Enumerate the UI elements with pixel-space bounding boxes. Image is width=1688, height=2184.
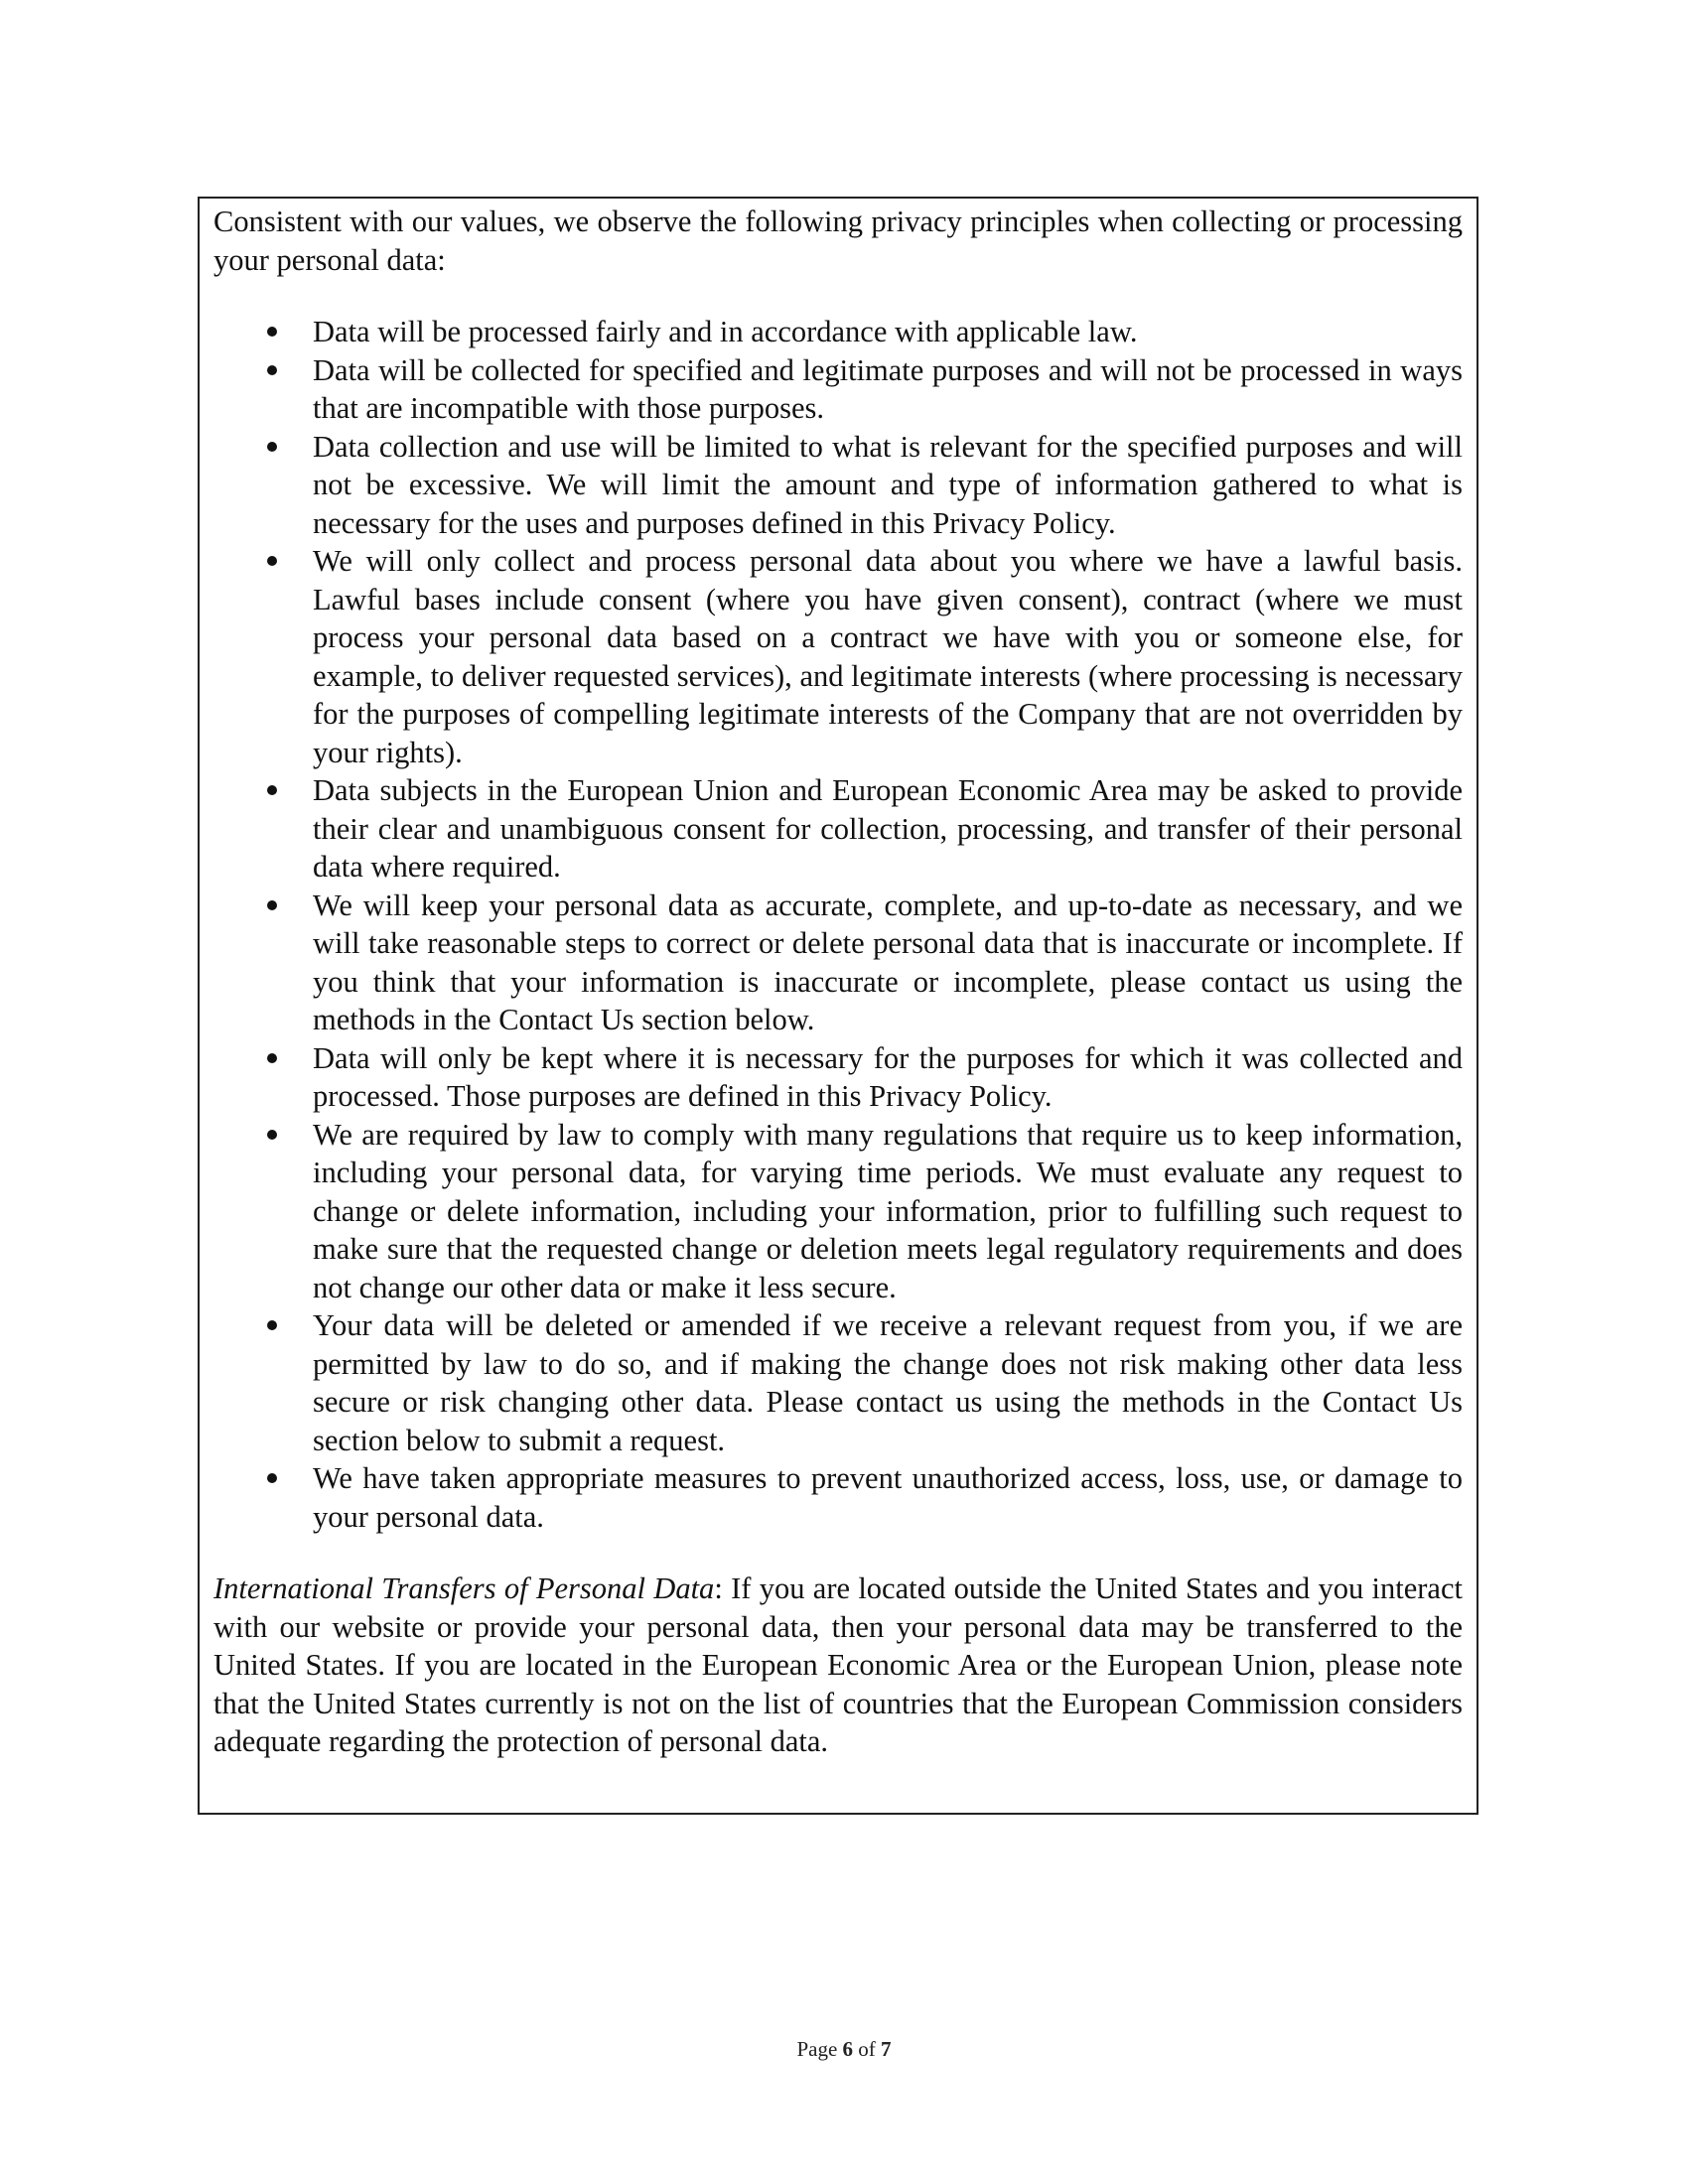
bullet-icon [267, 1320, 277, 1330]
bullet-icon [267, 365, 277, 375]
list-item [213, 887, 1463, 1039]
bullet-icon [267, 556, 277, 566]
list-item [213, 1039, 1463, 1116]
list-item-text: Data collection and use will be limited to what is relevant for the specified purposes and will not be excessive. We will limit the amount and type of information gathered to what is necessary for the uses and purposes defined in this Privacy Policy. [313, 429, 1463, 540]
bullet-icon [267, 1473, 277, 1483]
list-item-text: Data will be collected for specified and legitimate purposes and will not be processed in ways that are incompatible with those purposes. [313, 352, 1463, 425]
privacy-principles-box [198, 197, 1478, 1815]
international-transfers-body: If you are located outside the United States and you interact with our website or provide your personal data, then your personal data may be transferred to the United States. If you are located in the European Economic Area or the European Union, please note that the United States currently is not on the list of countries that the European Commission considers adequate regarding the protection of personal data. [213, 1571, 1463, 1758]
list-item [213, 1459, 1463, 1536]
list-item-text: We have taken appropriate measures to prevent unauthorized access, loss, use, or damage to your personal data. [313, 1461, 1463, 1534]
intro-paragraph: Consistent with our values, we observe the following privacy principles when collecting or processing your personal data: [213, 205, 1463, 277]
page-footer [0, 2037, 1688, 2062]
of-word: of [858, 2037, 876, 2061]
bullet-icon [267, 1130, 277, 1140]
bullet-icon [267, 442, 277, 452]
list-item-text: Data will only be kept where it is necessary for the purposes for which it was collected and processed. Those purposes are defined in this Privacy Policy. [313, 1040, 1463, 1113]
list-item-text: We will keep your personal data as accurate, complete, and up-to-date as necessary, and we will take reasonable steps to correct or delete personal data that is inaccurate or incomplete. If you think that your information is inaccurate or incomplete, please contact us using the methods in the Contact Us section below. [313, 887, 1463, 1036]
international-transfers-heading: International Transfers of Personal Data [213, 1571, 715, 1605]
list-item-text: We will only collect and process personal data about you where we have a lawful basis. Lawful bases include consent (where you have given consent), contract (where we must process your personal data based on a contract we have with you or someone else, for example, to deliver requested services), and legitimate interests (where processing is necessary for the purposes of compelling legitimate interests of the Company that are not overridden by your rights). [313, 544, 1463, 769]
list-item [213, 1306, 1463, 1459]
page-word: Page [796, 2037, 838, 2061]
list-item-text: Your data will be deleted or amended if we receive a relevant request from you, if we are permitted by law to do so, and if making the change does not risk making other data less secure or risk changing other data. Please contact us using the methods in the Contact Us section below to submit a request. [313, 1308, 1463, 1457]
bullet-icon [267, 785, 277, 795]
heading-separator: : [714, 1571, 723, 1605]
list-item-text: Data will be processed fairly and in accordance with applicable law. [313, 315, 1138, 348]
list-item [213, 1116, 1463, 1307]
bullet-icon [267, 1053, 277, 1063]
list-item [213, 771, 1463, 887]
international-transfers-paragraph [213, 1570, 1463, 1761]
list-item [213, 428, 1463, 543]
bullet-icon [267, 900, 277, 910]
list-item [213, 313, 1463, 351]
current-page-number: 6 [842, 2037, 854, 2061]
list-item-text: Data subjects in the European Union and European Economic Area may be asked to provide their clear and unambiguous consent for collection, processing, and transfer of their personal data where required. [313, 773, 1463, 884]
list-item [213, 542, 1463, 771]
principles-list [213, 313, 1463, 1536]
list-item [213, 351, 1463, 428]
total-page-count: 7 [881, 2037, 892, 2061]
bullet-icon [267, 327, 277, 337]
list-item-text: We are required by law to comply with many regulations that require us to keep information, including your personal data, for varying time periods. We must evaluate any request to change or delete information, including your information, prior to fulfilling such request to make sure that the requested change or deletion meets legal regulatory requirements and does not change our other data or make it less secure. [313, 1117, 1463, 1304]
